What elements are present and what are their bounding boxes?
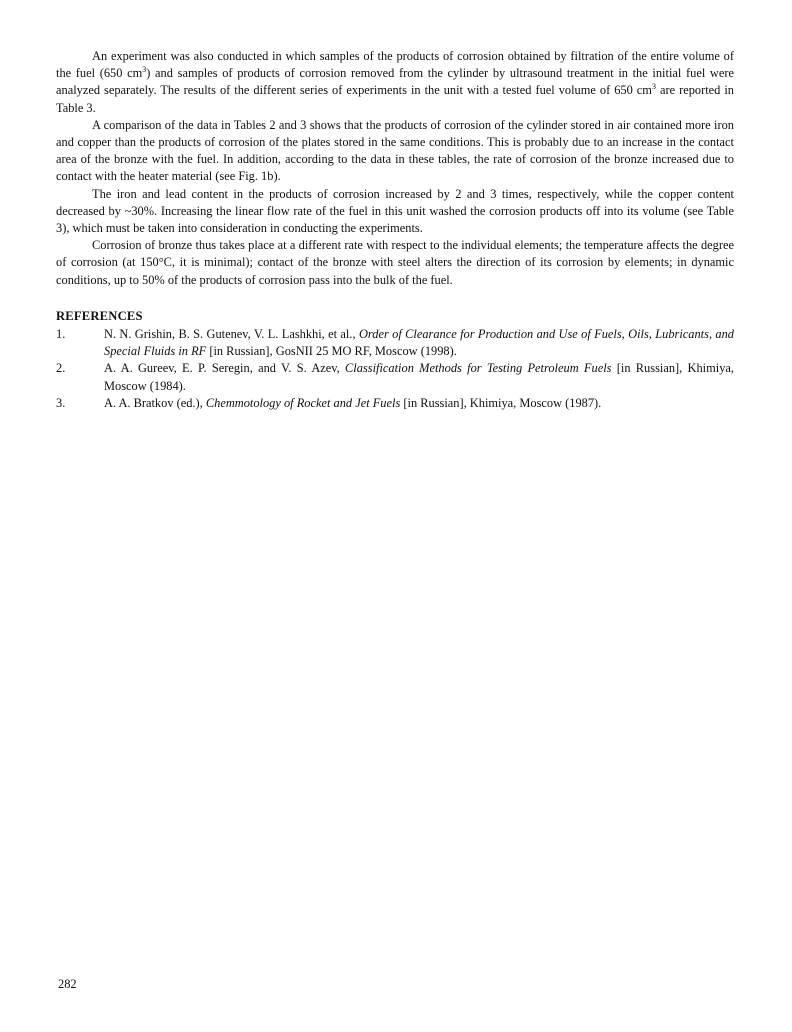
body-paragraph: A comparison of the data in Tables 2 and 3 shows that the products of corrosion of the cylinder stored in air contained more iron and copper than the products of corrosion of the plates stored in the same conditions. This is probably due to an increase in the contact area of the bronze with the fuel. In addition, according to the data in these tables, the rate of corrosion of the bronze increased due to contact with the heater material (see Fig. 1b).	[56, 117, 734, 184]
reference-text	[104, 326, 734, 360]
reference-text	[104, 395, 734, 412]
reference-title: Order of Clearance for Production and Use of Fuels, Oils, Lubricants, and Special Fluids in RF	[104, 327, 734, 359]
reference-title: Chemmotology of Rocket and Jet Fuels	[205, 395, 401, 410]
reference-details: [in Russian], GosNII 25 MO RF, Moscow (1998).	[206, 344, 457, 359]
body-paragraph	[56, 48, 734, 117]
reference-authors: N. N. Grishin, B. S. Gutenev, V. L. Lashkhi, et al.,	[104, 327, 359, 342]
paragraph-text: are reported in Table 3.	[56, 83, 734, 115]
reference-item	[56, 395, 734, 412]
reference-authors: A. A. Gureev, E. P. Seregin, and V. S. Azev,	[104, 361, 346, 376]
reference-number: 3.	[56, 395, 66, 410]
page-number: 282	[58, 977, 77, 991]
reference-authors: A. A. Bratkov (ed.),	[104, 395, 206, 410]
reference-item	[56, 360, 734, 394]
superscript-exponent: 3	[142, 65, 147, 75]
reference-number: 1.	[56, 327, 66, 342]
article-body	[56, 48, 734, 412]
reference-details: [in Russian], Khimiya, Moscow (1987).	[400, 395, 602, 410]
paragraph-text: An experiment was also conducted in which samples of the products of corrosion obtained by filtration of the entire volume of the fuel (650 cm	[56, 49, 734, 81]
paragraph-text: ) and samples of products of corrosion removed from the cylinder by ultrasound treatment in the initial fuel were analyzed separately. The results of the different series of experiments in the unit with a tested fuel volume of 650 cm	[56, 66, 735, 98]
reference-number: 2.	[56, 361, 66, 376]
references-heading: REFERENCES	[56, 308, 143, 323]
reference-item	[56, 326, 734, 360]
reference-text	[104, 360, 734, 394]
superscript-exponent: 3	[651, 82, 656, 92]
reference-title: Classification Methods for Testing Petroleum Fuels	[345, 361, 612, 376]
body-paragraph: The iron and lead content in the products of corrosion increased by 2 and 3 times, respectively, while the copper content decreased by ~30%. Increasing the linear flow rate of the fuel in this unit washed the corrosion products off into its volume (see Table 3), which must be taken into consideration in conducting the experiments.	[56, 186, 734, 236]
reference-details: [in Russian], Khimiya, Moscow (1984).	[104, 361, 734, 393]
body-paragraph: Corrosion of bronze thus takes place at a different rate with respect to the individual elements; the temperature affects the degree of corrosion (at 150°C, it is minimal); contact of the bronze with steel alters the direction of its corrosion by elements; in dynamic conditions, up to 50% of the products of corrosion pass into the bulk of the fuel.	[56, 238, 734, 287]
